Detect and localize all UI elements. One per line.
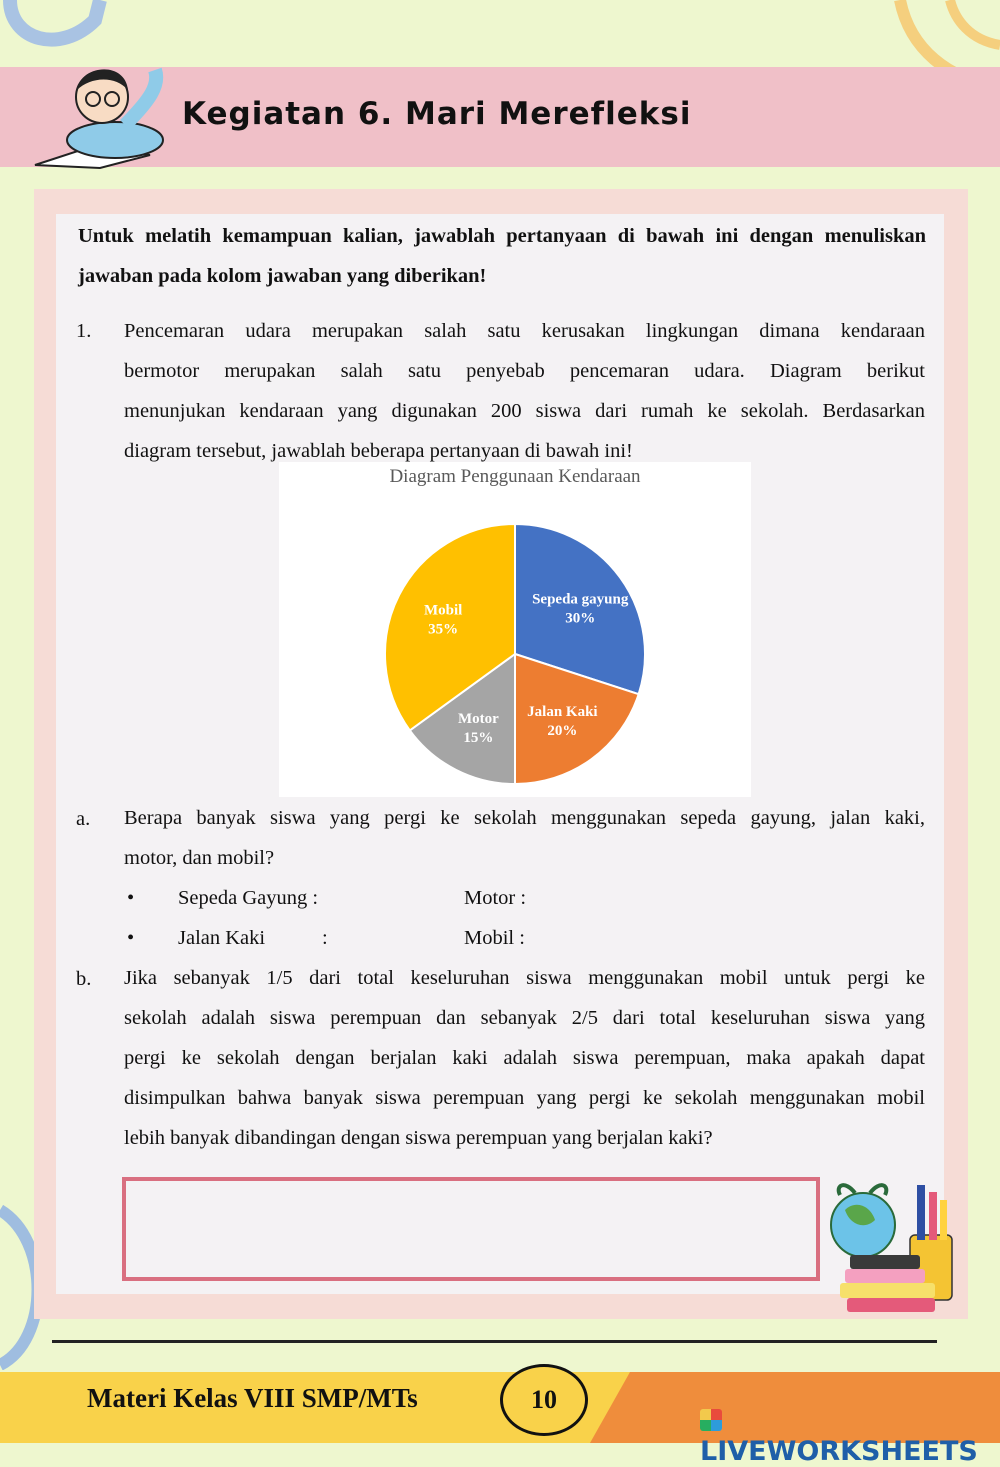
part-a-line-2: motor, dan mobil? xyxy=(124,847,275,869)
sepeda-gayung-label: Sepeda Gayung : xyxy=(178,887,319,909)
school-supplies-illustration xyxy=(825,1180,965,1320)
intro-line-1: Untuk melatih kemampuan kalian, jawablah pertanyaan di bawah ini dengan menuliskan xyxy=(78,225,926,247)
pie-chart xyxy=(279,462,751,797)
pie-percent-label: 35% xyxy=(428,621,459,638)
intro-line-2: jawaban pada kolom jawaban yang diberikan! xyxy=(78,265,487,287)
motor-label: Motor : xyxy=(464,887,527,909)
part-b-letter: b. xyxy=(76,968,92,990)
answer-input-box[interactable] xyxy=(122,1177,820,1281)
pie-category-label: Mobil xyxy=(424,602,463,619)
pie-category-label: Motor xyxy=(458,710,499,727)
mobil-label: Mobil : xyxy=(464,927,525,949)
part-b-line: pergi ke sekolah dengan berjalan kaki adalah siswa perempuan, maka apakah dapat xyxy=(124,1047,925,1069)
part-a-line-1: Berapa banyak siswa yang pergi ke sekolah menggunakan sepeda gayung, jalan kaki, xyxy=(124,807,925,829)
liveworksheets-icon xyxy=(700,1409,722,1431)
pie-percent-label: 30% xyxy=(565,610,596,627)
pie-percent-label: 15% xyxy=(463,729,494,746)
part-b-line: disimpulkan bahwa banyak siswa perempuan yang pergi ke sekolah menggunakan mobil xyxy=(124,1087,925,1109)
jalan-kaki-colon: : xyxy=(322,927,328,949)
bullet: • xyxy=(127,887,135,909)
jalan-kaki-label: Jalan Kaki xyxy=(178,927,266,949)
student-mascot-illustration xyxy=(30,55,170,170)
brand-text: LIVEWORKSHEETS xyxy=(700,1436,978,1467)
question-1-number: 1. xyxy=(76,320,92,342)
bullet: • xyxy=(127,927,135,949)
liveworksheets-logo[interactable] xyxy=(700,1405,1000,1467)
part-a-letter: a. xyxy=(76,808,91,830)
part-b-line: Jika sebanyak 1/5 dari total keseluruhan siswa menggunakan mobil untuk pergi ke xyxy=(124,967,925,989)
question-1-line: Pencemaran udara merupakan salah satu kerusakan lingkungan dimana kendaraan xyxy=(124,320,925,342)
decorative-curve-top-left xyxy=(0,0,120,60)
pie-category-label: Jalan Kaki xyxy=(527,704,598,721)
chart-title: Diagram Penggunaan Kendaraan xyxy=(389,466,641,487)
pie-category-label: Sepeda gayung xyxy=(532,591,629,608)
pie-chart-svg xyxy=(279,462,751,797)
question-1-line: diagram tersebut, jawablah beberapa pertanyaan di bawah ini! xyxy=(124,440,633,462)
part-b-line: sekolah adalah siswa perempuan dan sebanyak 2/5 dari total keseluruhan siswa yang xyxy=(124,1007,925,1029)
question-1-line: bermotor merupakan salah satu penyebab pencemaran udara. Diagram berikut xyxy=(124,360,925,382)
question-1-line: menunjukan kendaraan yang digunakan 200 siswa dari rumah ke sekolah. Berdasarkan xyxy=(124,400,925,422)
part-b-line: lebih banyak dibandingan dengan siswa perempuan yang berjalan kaki? xyxy=(124,1127,713,1149)
footer-divider xyxy=(52,1340,937,1343)
page-number: 10 xyxy=(500,1364,588,1436)
pie-percent-label: 20% xyxy=(547,723,578,740)
page-title: Kegiatan 6. Mari Merefleksi xyxy=(182,96,692,132)
footer-course-label: Materi Kelas VIII SMP/MTs xyxy=(87,1383,418,1413)
